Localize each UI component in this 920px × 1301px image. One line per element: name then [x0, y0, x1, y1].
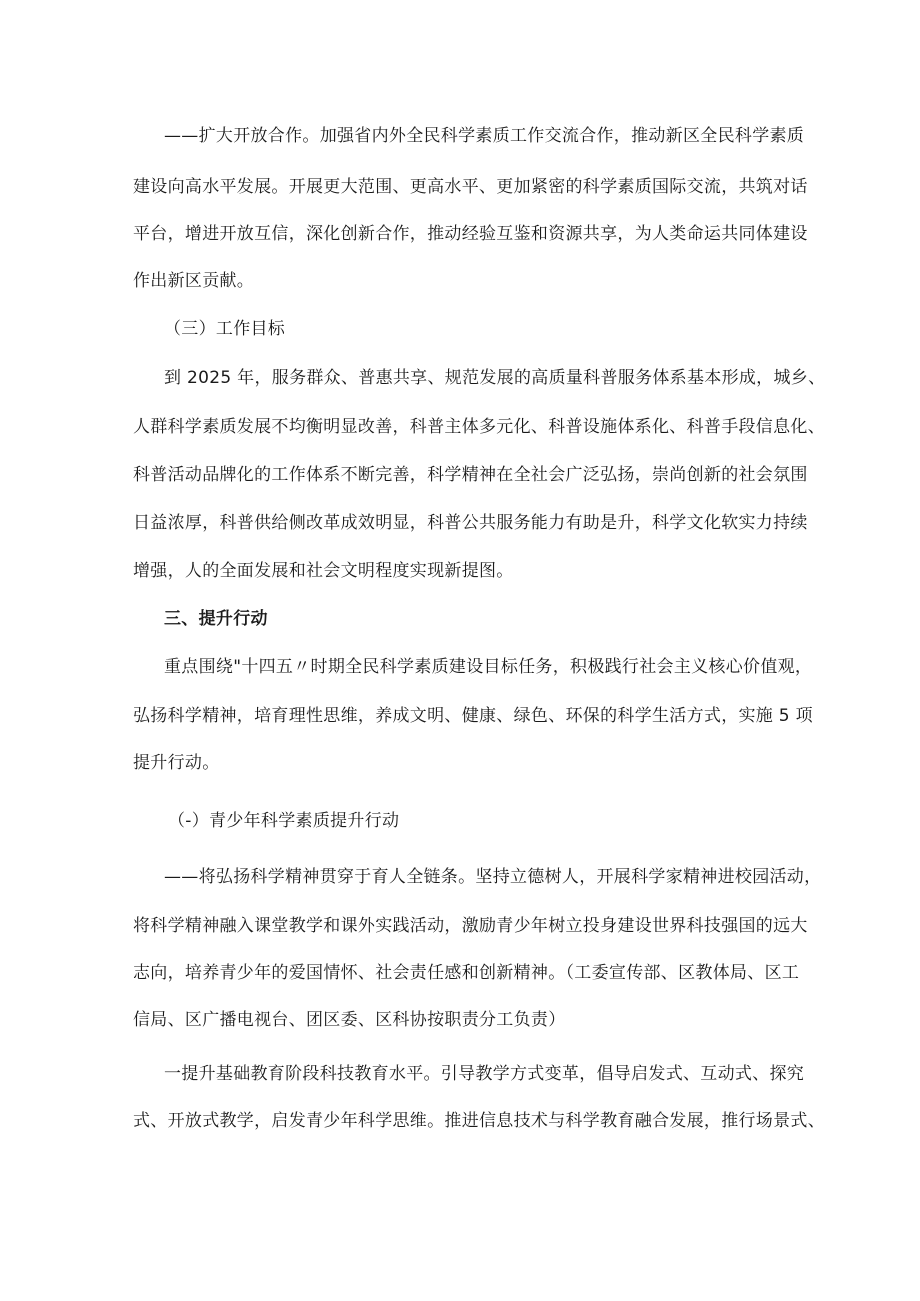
paragraph-line: 式、开放式教学，启发青少年科学思维。推进信息技术与科学教育融合发展，推行场景式、 [133, 1111, 825, 1131]
section-heading: 三、提升行动 [164, 609, 268, 629]
paragraph-line: 到 2025 年，服务群众、普惠共享、规范发展的高质量科普服务体系基本形成，城乡、 [164, 368, 826, 388]
paragraph-line: 志向，培养青少年的爱国情怀、社会责任感和创新精神。（工委宣传部、区教体局、区工 [133, 963, 800, 983]
paragraph-line: ——将弘扬科学精神贯穿于育人全链条。坚持立德树人，开展科学家精神进校园活动， [164, 867, 822, 887]
paragraph-line: 将科学精神融入课堂教学和课外实践活动，激励青少年树立投身建设世界科技强国的远大 [133, 916, 808, 936]
paragraph-line: 弘扬科学精神，培育理性思维，养成文明、健康、绿色、环保的科学生活方式，实施 5 项 [133, 706, 813, 726]
paragraph-line: 提升行动。 [133, 753, 220, 773]
paragraph-line: 一提升基础教育阶段科技教育水平。引导教学方式变革，倡导启发式、互动式、探究 [164, 1064, 805, 1084]
paragraph-line: ——扩大开放合作。加强省内外全民科学素质工作交流合作，推动新区全民科学素质 [164, 126, 805, 146]
paragraph-line: 信局、区广播电视台、团区委、区科协按职责分工负责） [133, 1010, 566, 1030]
section-subheading: （三）工作目标 [164, 319, 286, 339]
paragraph-line: 日益浓厚，科普供给侧改革成效明显，科普公共服务能力有助是升，科学文化软实力持续 [133, 513, 808, 533]
paragraph-line: 建设向高水平发展。开展更大范围、更高水平、更加紧密的科学素质国际交流，共筑对话 [133, 177, 808, 197]
section-subheading: （-）青少年科学素质提升行动 [168, 811, 400, 831]
paragraph-line: 平台，增进开放互信，深化创新合作，推动经验互鉴和资源共享，为人类命运共同体建设 [133, 224, 808, 244]
paragraph-line: 人群科学素质发展不均衡明显改善，科普主体多元化、科普设施体系化、科普手段信息化、 [133, 417, 825, 437]
paragraph-line: 科普活动品牌化的工作体系不断完善，科学精神在全社会广泛弘扬，崇尚创新的社会氛围 [133, 465, 808, 485]
paragraph-line: 重点围绕"十四五〃时期全民科学素质建设目标任务，积极践行社会主义核心价值观， [164, 657, 813, 677]
paragraph-line: 作出新区贡献。 [133, 271, 255, 291]
paragraph-line: 增强，人的全面发展和社会文明程度实现新提图。 [133, 561, 514, 581]
